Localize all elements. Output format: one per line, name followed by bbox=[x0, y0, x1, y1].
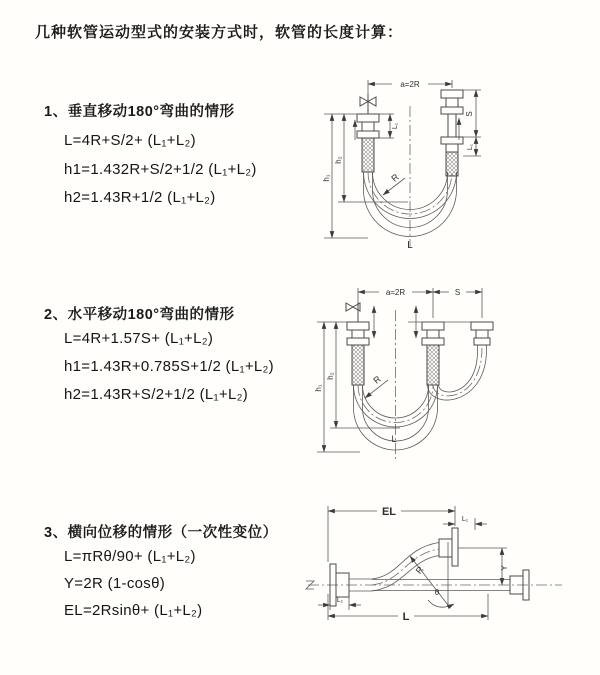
dim-label-r: R bbox=[389, 171, 401, 184]
dim-el bbox=[328, 506, 455, 562]
dim-label-r: R bbox=[371, 373, 383, 386]
dim-label-s: S bbox=[454, 288, 461, 297]
dim-label-l1: L₁ bbox=[392, 122, 399, 130]
formula: h2=1.43R+1/2 (L₁+L₂) bbox=[64, 189, 216, 206]
middle-fitting bbox=[422, 322, 444, 385]
formula: h1=1.43R+0.785S+1/2 (L₁+L₂) bbox=[64, 358, 274, 375]
dim-radius bbox=[365, 373, 388, 398]
dim-label-l: L bbox=[402, 611, 410, 623]
dim-stroke bbox=[463, 90, 481, 156]
dim-label-l1: L₁ bbox=[461, 516, 469, 523]
dim-label-y: Y bbox=[500, 565, 509, 571]
diagram-vertical-bend bbox=[310, 68, 590, 263]
dim-radius-theta bbox=[410, 542, 454, 607]
hose-displaced bbox=[372, 543, 439, 592]
dim-l bbox=[328, 594, 488, 623]
dim-radius bbox=[383, 171, 405, 195]
left-fitting bbox=[355, 114, 379, 172]
formula: h2=1.43R+S/2+1/2 (L₁+L₂) bbox=[64, 386, 249, 403]
dim-l1-left bbox=[379, 114, 399, 138]
dim-label-r: R bbox=[413, 564, 426, 576]
dim-label-l1: L₁ bbox=[336, 597, 344, 604]
right-fitting bbox=[441, 90, 463, 176]
dim-label-l1: L₁ bbox=[467, 143, 474, 151]
formula: L=4R+S/2+ (L₁+L₂) bbox=[64, 132, 196, 149]
dim-label-a2r: a=2R bbox=[400, 80, 420, 89]
dim-l1-bottom bbox=[318, 597, 361, 610]
dim-position-marks bbox=[374, 306, 471, 338]
dim-label-a2r: a=2R bbox=[385, 288, 406, 297]
dim-heights bbox=[314, 322, 400, 452]
section2-heading: 2、水平移动180°弯曲的情形 bbox=[44, 307, 235, 323]
valve-icon bbox=[360, 94, 376, 114]
valve-icon bbox=[346, 302, 360, 322]
formula: EL=2Rsinθ+ (L₁+L₂) bbox=[64, 602, 203, 619]
section1-heading: 1、垂直移动180°弯曲的情形 bbox=[44, 104, 235, 120]
dim-label-h1: h₁ bbox=[322, 174, 331, 182]
formula: Y=2R (1-cosθ) bbox=[64, 575, 166, 592]
dim-label-l: L bbox=[391, 434, 397, 444]
section3-heading: 3、横向位移的情形（一次性变位） bbox=[44, 525, 278, 541]
diagram-horizontal-bend bbox=[308, 276, 593, 471]
dim-label-theta: θ bbox=[434, 588, 440, 597]
dim-label-h2: h₂ bbox=[334, 156, 343, 164]
dim-label-l: L bbox=[407, 240, 413, 251]
left-fitting bbox=[347, 322, 369, 385]
page-title: 几种软管运动型式的安装方式时，软管的长度计算： bbox=[35, 24, 404, 41]
formula: h1=1.432R+S/2+1/2 (L₁+L₂) bbox=[64, 161, 257, 178]
dim-label-h2: h₂ bbox=[326, 372, 335, 380]
diagram-lateral-displacement bbox=[300, 498, 600, 648]
right-fitting bbox=[471, 322, 493, 345]
dim-span bbox=[358, 288, 482, 318]
formula: L=4R+1.57S+ (L₁+L₂) bbox=[64, 330, 214, 347]
dim-label-h1: h₁ bbox=[314, 384, 323, 392]
dim-label-s: S bbox=[465, 111, 474, 117]
dim-label-el: EL bbox=[381, 506, 397, 518]
formula: L=πRθ/90+ (L₁+L₂) bbox=[64, 548, 196, 565]
dim-l1-top bbox=[443, 516, 487, 530]
upper-flange bbox=[439, 528, 458, 566]
dim-span bbox=[368, 80, 452, 94]
